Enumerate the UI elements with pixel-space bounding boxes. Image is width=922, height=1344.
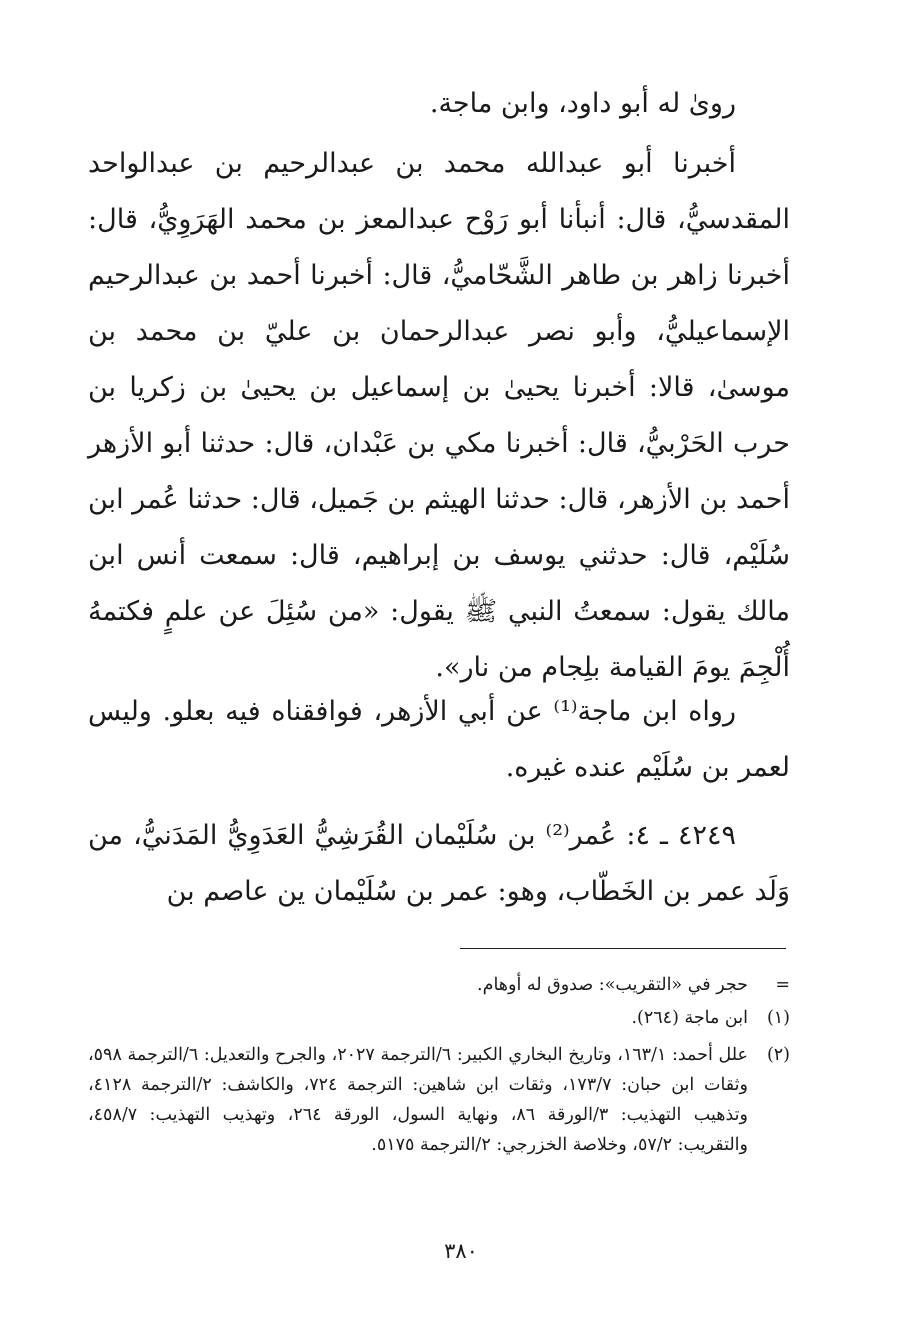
- footnote-separator: [460, 948, 786, 949]
- body-paragraph-1: [88, 76, 790, 132]
- footnote-text: علل أحمد: ١٦٣/١، وتاريخ البخاري الكبير: ٦/الترجمة ٢٠٢٧، والجرح والتعديل: ٦/الترجمة ٥٩٨، وثقات ابن حبان: ١٧٣/٧، وثقات ابن شاهين: الترجمة ٧٢٤، والكاشف: ٢/الترجمة ٤١٢٨، وتذهيب التهذيب: ٣/الورقة ٨٦، ونهاية السول، الورقة ٢٦٤، وتهذيب التهذيب: ٤٥٨/٧، والتقريب: ٥٧/٢، وخلاصة الخزرجي: ٢/الترجمة ٥١٧٥.: [88, 1045, 748, 1155]
- paragraph-text: أخبرنا أبو عبدالله محمد بن عبدالرحيم بن عبدالواحد المقدسيُّ، قال: أنبأنا أبو رَوْح عبدالمعز بن محمد الهَرَوِيُّ، قال: أخبرنا زاهر بن طاهر الشَّحّاميُّ، قال: أخبرنا أحمد بن عبدالرحيم الإسماعيليُّ، وأبو نصر عبدالرحمان بن عليّ بن محمد بن موسیٰ، قالا: أخبرنا يحيیٰ بن إسماعيل بن يحيیٰ بن زكريا بن حرب الحَرْبيُّ، قال: أخبرنا مكي بن عَبْدان، قال: حدثنا أبو الأزهر أحمد بن الأزهر، قال: حدثنا الهيثم بن جَميل، قال: حدثنا عُمر ابن سُلَيْم، قال: حدثني يوسف بن إبراهيم، قال: سمعت أنس ابن مالك يقول: سمعتُ النبي ﷺ يقول: «من سُئِلَ عن علمٍ فكتمهُ أُلْجِمَ يومَ القيامة بلِجام من نار».: [88, 148, 790, 683]
- page-number: ٣٨٠: [444, 1239, 478, 1263]
- footnote-text: ابن ماجة (٢٦٤).: [631, 1008, 748, 1028]
- body-paragraph-4: [88, 808, 790, 920]
- paragraph-text: ٤٢٤٩ ـ ٤: عُمر⁽²⁾ بن سُلَيْمان القُرَشِيُّ العَدَوِيُّ المَدَنيُّ، من وَلَد عمر بن الخَطّاب، وهو: عمر بن سُلَيْمان ين عاصم بن: [88, 820, 790, 907]
- footnote-marker: (١): [766, 1008, 790, 1028]
- paragraph-text: رویٰ له أبو داود، وابن ماجة.: [429, 88, 736, 119]
- footnote-marker: =: [775, 975, 790, 995]
- footnote-2: [88, 1040, 790, 1160]
- body-paragraph-2: [88, 136, 790, 696]
- footnote-1: [88, 1003, 790, 1033]
- footnote-continuation: [88, 970, 790, 1000]
- paragraph-text: رواه ابن ماجة⁽¹⁾ عن أبي الأزهر، فوافقناه فيه بعلو. وليس لعمر بن سُلَيْم عنده غيره.: [88, 696, 790, 783]
- footnote-text: حجر في «التقريب»: صدوق له أوهام.: [477, 975, 748, 995]
- body-paragraph-3: [88, 684, 790, 796]
- footnote-marker: (٢): [766, 1045, 790, 1065]
